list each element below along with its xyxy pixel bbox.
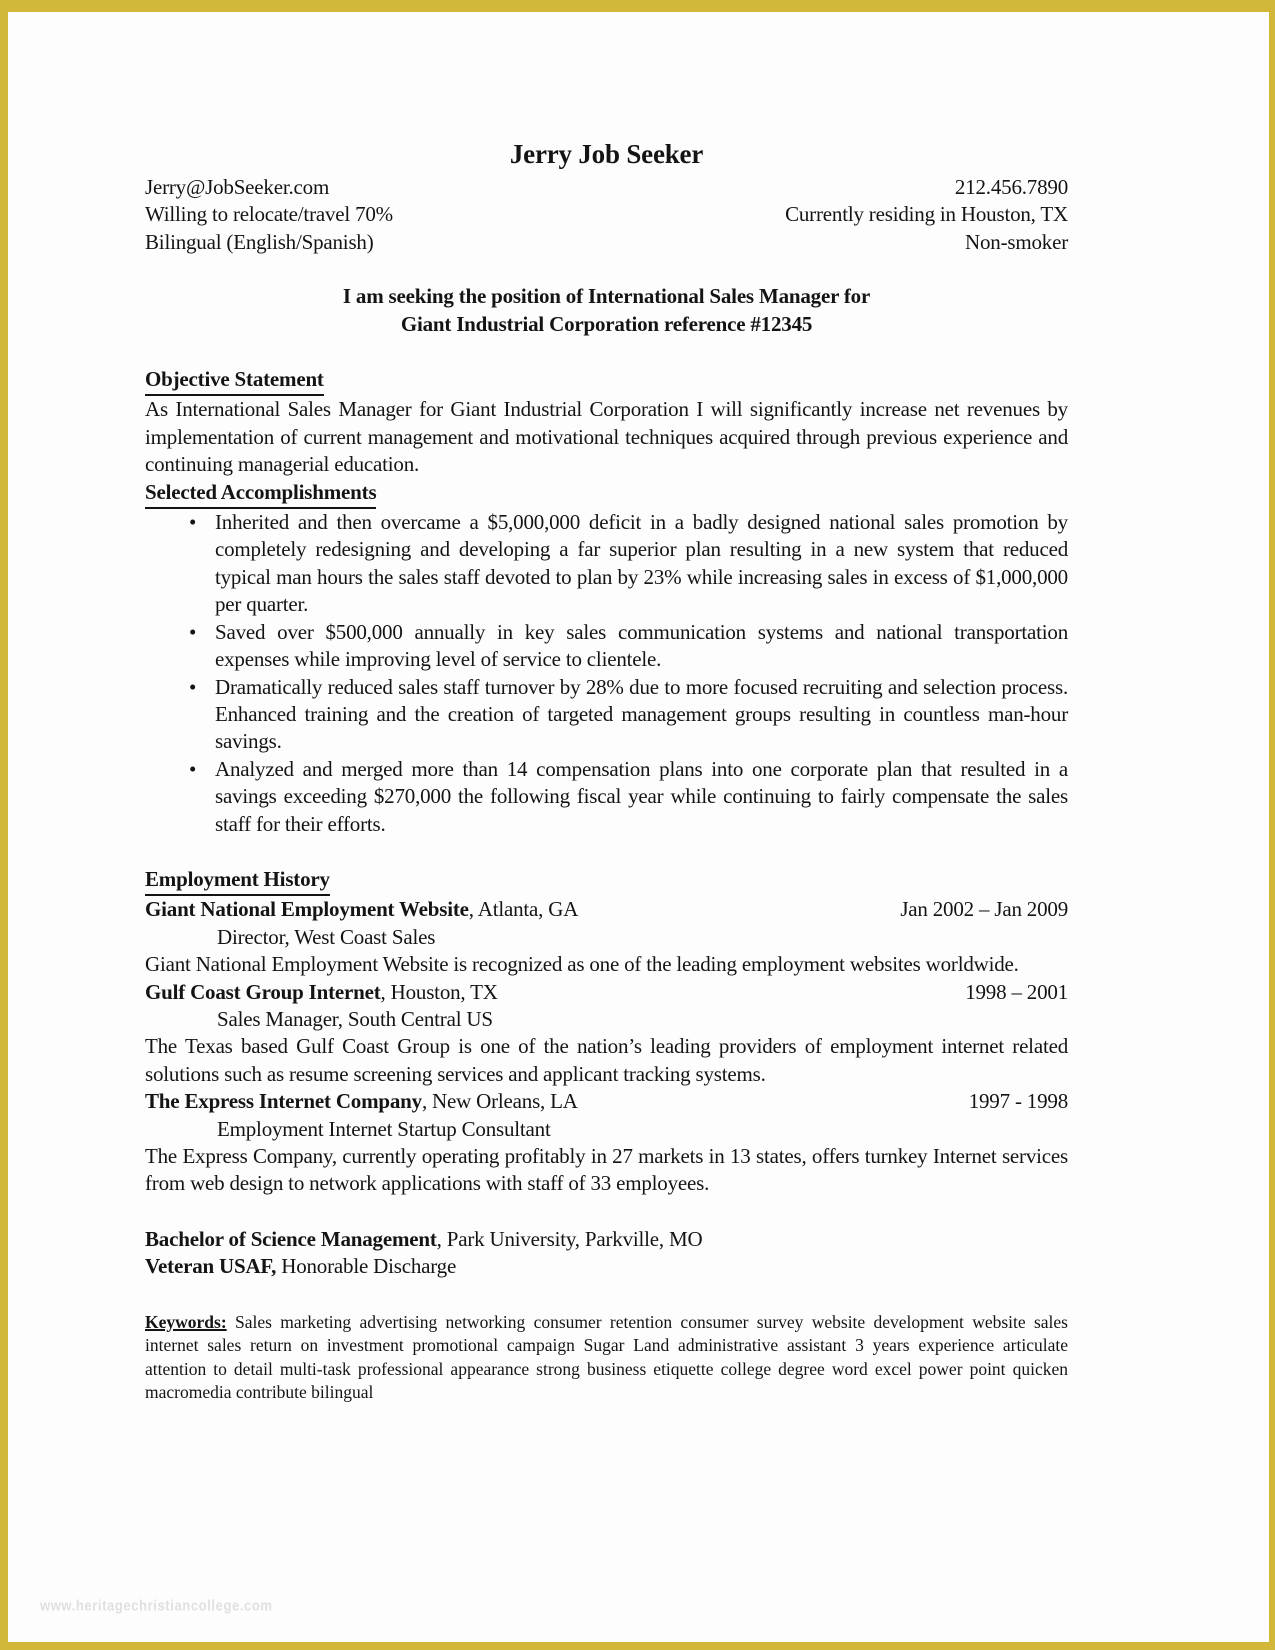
- veteran-line: [145, 1253, 1068, 1280]
- objective-heading: Objective Statement: [145, 366, 1068, 396]
- contact-residence: Currently residing in Houston, TX: [785, 202, 1068, 227]
- seeking-line-1: I am seeking the position of International Sales Manager for: [342, 284, 871, 309]
- contact-phone: 212.456.7890: [954, 175, 1068, 199]
- job-location: , Atlanta, GA: [468, 897, 579, 922]
- list-item: • Saved over $500,000 annually in key sales communication systems and national transportation expenses while improving level of service to clientele.: [189, 619, 1068, 672]
- job-entry: [145, 1088, 1068, 1198]
- job-title: Employment Internet Startup Consultant: [217, 1116, 551, 1141]
- keywords-label: Keywords:: [145, 1311, 227, 1332]
- job-description: Giant National Employment Website is recognized as one of the leading employment websites worldwide.: [145, 952, 1019, 977]
- job-entry: [145, 979, 1068, 1089]
- list-item: • Inherited and then overcame a $5,000,000 deficit in a badly designed national sales promotion by completely redesigning and developing a far superior plan resulting in a new system that reduced typical man hours the sales staff devoted to plan by 23% while increasing sales in excess of $1,000,000 per quarter.: [189, 510, 1068, 617]
- degree-line: [145, 1226, 1068, 1253]
- resume-document: [145, 12, 1068, 1405]
- accomplishments-heading: Selected Accomplishments: [145, 479, 1068, 509]
- contact-bilingual: Bilingual (English/Spanish): [145, 229, 374, 254]
- bullet-icon: •: [189, 619, 197, 644]
- job-dates: Jan 2002 – Jan 2009: [900, 897, 1068, 922]
- job-location: , New Orleans, LA: [421, 1089, 578, 1114]
- bullet-icon: •: [189, 756, 197, 781]
- job-company-location: [145, 1088, 578, 1115]
- job-description: The Express Company, currently operating profitably in 27 markets in 13 states, offers turnkey Internet services from web design to network applications with staff of 33 employees.: [145, 1144, 1068, 1196]
- job-title: Sales Manager, South Central US: [217, 1006, 493, 1031]
- degree-school: , Park University, Parkville, MO: [436, 1226, 703, 1251]
- list-item: • Dramatically reduced sales staff turnover by 28% due to more focused recruiting and selection process. Enhanced training and the creation of targeted management groups resulting in countless man-hour savings.: [189, 674, 1068, 754]
- employment-heading: Employment History: [145, 866, 1068, 896]
- keywords-paragraph: [145, 1311, 1068, 1405]
- contact-email: Jerry@JobSeeker.com: [145, 175, 330, 199]
- contact-row: [145, 201, 1068, 228]
- objective-body: As International Sales Manager for Giant Industrial Corporation I will significantly increase net revenues by implementation of current management and motivational techniques acquired through previous experience and continuing managerial education.: [145, 397, 1068, 477]
- veteran-label: Veteran USAF,: [145, 1254, 277, 1279]
- bullet-icon: •: [189, 510, 197, 535]
- contact-row: [145, 229, 1068, 256]
- bullet-icon: •: [189, 674, 197, 699]
- job-company: Giant National Employment Website: [145, 897, 469, 922]
- job-dates: 1998 – 2001: [965, 979, 1068, 1004]
- page-title: Jerry Job Seeker: [509, 139, 704, 169]
- job-title: Director, West Coast Sales: [217, 924, 436, 949]
- seeking-line-2: Giant Industrial Corporation reference #12345: [400, 311, 813, 336]
- job-company: Gulf Coast Group Internet: [145, 979, 381, 1004]
- job-header-row: [145, 896, 1068, 923]
- education-block: [145, 1226, 1068, 1281]
- job-company: The Express Internet Company: [145, 1089, 422, 1114]
- list-item: • Analyzed and merged more than 14 compensation plans into one corporate plan that resulted in a savings exceeding $270,000 the following fiscal year while continuing to fairly compensate the sales staff for their efforts.: [189, 756, 1068, 836]
- degree-name: Bachelor of Science Management: [145, 1226, 437, 1251]
- job-header-row: [145, 1088, 1068, 1115]
- keywords-body: Sales marketing advertising networking consumer retention consumer survey website development website sales internet sales return on investment promotional campaign Sugar Land administrative assistant 3 years experience articulate attention to detail multi-task professional appearance strong business etiquette college degree word excel power point quicken macromedia contribute bilingual: [145, 1311, 1068, 1403]
- job-company-location: [145, 979, 498, 1006]
- watermark: www.heritagechristiancollege.com: [40, 1597, 273, 1614]
- job-description: The Texas based Gulf Coast Group is one of the nation’s leading providers of employment internet related solutions such as resume screening services and applicant tracking systems.: [145, 1034, 1068, 1086]
- contact-relocate: Willing to relocate/travel 70%: [145, 202, 393, 227]
- contact-nonsmoker: Non-smoker: [965, 229, 1068, 254]
- veteran-detail: Honorable Discharge: [276, 1254, 457, 1279]
- contact-row: [145, 174, 1068, 201]
- job-location: , Houston, TX: [380, 979, 498, 1004]
- job-header-row: [145, 979, 1068, 1006]
- job-company-location: [145, 896, 578, 923]
- accomplishments-list: [145, 509, 1068, 838]
- seeking-statement: [145, 283, 1068, 338]
- job-dates: 1997 - 1998: [968, 1089, 1068, 1114]
- job-entry: [145, 896, 1068, 978]
